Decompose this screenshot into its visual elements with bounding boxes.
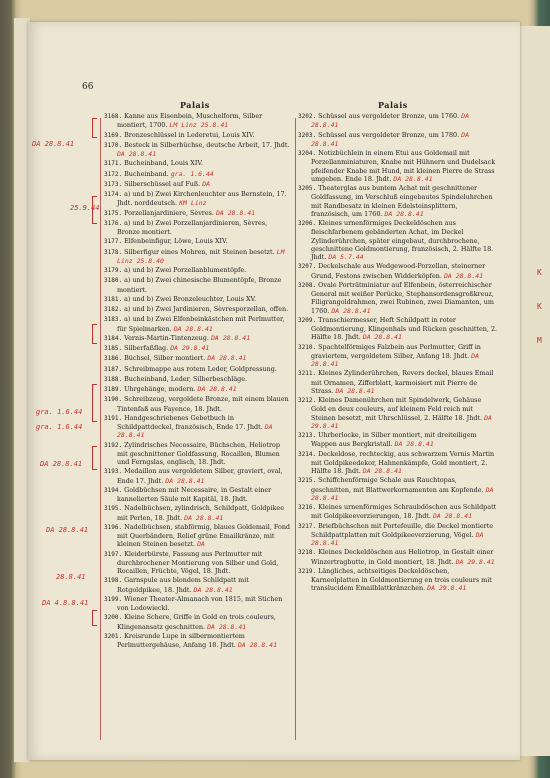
entry-number: 3219.	[298, 567, 317, 575]
catalog-entry	[104, 112, 292, 130]
catalog-entry	[104, 632, 292, 650]
entry-description: Elfenbeinfigur, Löwe, Louis XIV.	[124, 237, 228, 246]
handwritten-annotation: DA 28.8.41	[165, 476, 205, 485]
catalog-entry	[104, 180, 292, 189]
entry-number: 3170.	[104, 141, 123, 149]
catalog-entry	[104, 344, 292, 353]
entry-description: a) und b) Zwei Jardinieren, Sèvresporzellan, offen.	[124, 305, 289, 313]
entry-number: 3197.	[104, 550, 123, 558]
entry-description: Kleines Deckeldöschen aus Heliotrop, in Gestalt einer Winzertragbutte, in Gold montiert, 18. Jhdt.	[311, 548, 494, 566]
entry-description: a) und b) Zwei Bronzeleuchter, Louis XV.	[124, 294, 257, 303]
entry-number: 3178.	[104, 248, 123, 256]
catalog-entry	[104, 190, 292, 208]
entry-number: 3206.	[298, 220, 317, 227]
margin-note-7: 28.8.41	[56, 573, 86, 581]
handwritten-annotation: DA 29.8.41	[455, 557, 495, 566]
handwritten-annotation: DA 28.8.41	[432, 512, 473, 521]
catalog-entry	[104, 131, 292, 140]
entry-number: 3180.	[104, 277, 123, 285]
handwritten-annotation: DA 28.8.41	[362, 467, 402, 475]
margin-note-8: DA 4.8.8.41	[42, 599, 89, 607]
entry-description: Kleines Zylinderührchen, Revers deckel, blaues Email mit Ornamen, Zifferblatt, karmoisiert mit Pierre de Strass.	[311, 369, 494, 395]
entry-description: Silberschüssel auf Fuß.	[124, 179, 201, 188]
entry-number: 3169.	[104, 131, 123, 139]
entry-description: Zylindrisches Necessaire, Büchschen, Heliotrop mit geschnittener Goldfassung, Rocaillen, Blumen und Ferngslas, englisch, 18. Jhdt.	[117, 440, 280, 466]
entry-number: 3177.	[104, 238, 123, 246]
entry-number: 3198.	[104, 577, 123, 585]
entry-number: 3193.	[104, 468, 123, 476]
entry-number: 3194.	[104, 486, 123, 494]
catalog-entry	[104, 613, 292, 631]
handwritten-annotation: DA 28.8.41	[311, 351, 479, 368]
handwritten-annotation: DA 28.8.41	[117, 423, 273, 440]
handwritten-annotation: DA 28.8.41	[173, 324, 213, 333]
entry-description: Längliches, achtseitiges Deckeldöschen, Karneolplatten in Goldmontierung en trois couleurs mit translucidem Emailblattkränzchen.	[311, 566, 492, 593]
margin-note-2: 25.9.44	[70, 204, 100, 212]
catalog-entry	[104, 170, 292, 179]
entry-description: Deckeldose, rechteckig, aus schwarzem Vernis Martin mit Goldpikeedekor, Hahnenkämpfe, Gold montiert, 2. Hälfte 18. Jhdt.	[311, 449, 495, 475]
right-edge-mark: M	[537, 336, 542, 345]
handwritten-annotation: DA 28.8.41	[311, 130, 469, 148]
entry-number: 3214.	[298, 450, 317, 458]
entry-description: Goldbüchsen mit Necessaire, in Gestalt einer kannelierten Säule mit Kapitäl, 18. Jhdt.	[117, 485, 272, 503]
entry-number: 3209.	[298, 316, 317, 324]
entry-description: Kleines urnenförmiges Deckeldöschen aus fleischfarbenem gebänderten Achat, im Deckel Zylinderührchen, später eingebaut, durchbrochene, geschnittene Goldmontierung, französisch, 2. Hälfte 18. Jhdt.	[311, 219, 494, 261]
entry-number: 3207.	[298, 263, 317, 271]
entry-description: Nadelbüchsen, zylindrisch, Schildpatt, Goldpikee mit Perlen, 18. Jhdt.	[117, 504, 284, 522]
catalog-entry	[104, 305, 292, 314]
entry-description: a) und b) Zwei Kirchenleuchter aus Bernstein, 17. Jhdt. norddeutsch.	[117, 190, 287, 208]
catalog-entry	[104, 248, 292, 266]
right-edge-mark: K	[537, 302, 542, 311]
catalog-entry	[104, 354, 292, 363]
entry-description: Nadelbüchsen, stabförmig, blaues Goldemail, Fond mit Querbändern, Relief grüne Emailkränze, mit kleinen Steinen besetzt.	[117, 522, 291, 549]
entry-number: 3183.	[104, 316, 123, 324]
catalog-entry	[298, 522, 498, 548]
entry-description: Briefbüchschen mit Portefeuille, die Deckel montierte Schildpattplatten mit Goldpikeeverzierung, Vögel.	[311, 521, 494, 539]
entry-number: 3196.	[104, 523, 123, 531]
catalog-entry	[298, 548, 498, 566]
entry-description: a) und b) Zwei Porzellanjardinieren, Sèvres, Bronze montiert.	[117, 218, 268, 236]
handwritten-annotation: DA 28.8.41	[193, 585, 233, 594]
entry-description: Kleiderbürste, Fassung aus Perlmutter mit durchbrochener Montierung von Silber und Gold, Rocaillen, Früchte, Vögel, 18. Jhdt.	[117, 549, 279, 575]
handwritten-annotation: DA	[202, 179, 211, 188]
margin-note-6: DA 28.8.41	[46, 526, 89, 534]
page-number: 66	[82, 82, 94, 92]
catalog-entry	[104, 441, 292, 467]
catalog-entry	[104, 523, 292, 549]
catalog-entry	[104, 141, 292, 159]
entry-description: Kleines urnenförmiges Schraubdöschen aus Schildpatt mit Goldpikeeverzierungen, 18. Jhdt.	[311, 503, 497, 521]
entry-description: Medaillon aus vergoldetem Silber, graviert, oval, Ende 17. Jhdt.	[117, 467, 283, 485]
catalog-entry	[104, 315, 292, 333]
entry-description: Bucheinband, Louis XIV.	[124, 159, 203, 168]
entry-number: 3168.	[104, 113, 123, 120]
catalog-entry	[298, 567, 498, 593]
entry-description: Notizbüchlein in einem Etui aus Goldemail mit Porzellanminiaturen, Knabe mit Hühnern und Dudelsack pfeifender Knabe mit Hund, mit kleinen Pierre de Strass umgeben. Ende 18. Jhdt.	[311, 149, 496, 183]
entry-description: Vernis-Martin-Tintenzeug.	[124, 333, 209, 342]
entry-number: 3192.	[104, 441, 123, 449]
catalog-entry	[104, 159, 292, 168]
handwritten-annotation: DA 28.8.41	[311, 485, 494, 502]
catalog-entry	[298, 184, 498, 218]
catalog-entry	[298, 431, 498, 449]
entry-number: 3203.	[298, 131, 317, 139]
entry-description: Kleine Schere, Griffe in Gold en trois couleurs, Klingenansatz geschnitten.	[117, 613, 276, 631]
entry-number: 3204.	[298, 150, 317, 157]
right-edge-mark: K	[537, 268, 542, 277]
entry-number: 3190.	[104, 396, 123, 404]
handwritten-annotation: DA 28.8.41	[207, 354, 247, 363]
bracket-mark	[92, 446, 97, 470]
entry-number: 3182.	[104, 306, 123, 313]
handwritten-annotation: DA 28.8.41	[184, 513, 224, 522]
entry-description: Uhrgehänge, modern.	[124, 385, 196, 393]
entry-number: 3172.	[104, 170, 123, 178]
entry-description: a) und b) Zwei Porzellanblumentöpfe.	[124, 266, 247, 274]
entry-number: 3199.	[104, 595, 123, 603]
catalog-entry	[104, 334, 292, 343]
entry-number: 3201.	[104, 632, 123, 640]
handwritten-annotation: DA 28.8.41	[335, 386, 375, 395]
entry-number: 3188.	[104, 375, 123, 383]
handwritten-annotation: DA 28.8.41	[444, 271, 484, 280]
margin-note-5: DA 28.8.41	[40, 460, 83, 468]
catalog-entry	[104, 486, 292, 504]
entry-number: 3210.	[298, 343, 317, 351]
entry-number: 3216.	[298, 504, 317, 511]
catalog-entry	[104, 395, 292, 413]
entry-description: Bucheinband.	[124, 169, 169, 178]
entry-description: a) und b) Zwei Elfenbeinkästchen mit Perlmutter, für Spielmarken.	[117, 315, 285, 333]
catalog-entry	[104, 276, 292, 294]
handwritten-annotation: KM Linz	[179, 199, 207, 208]
bracket-mark	[92, 118, 97, 138]
entry-description: Besteck in Silberbüchse, deutsche Arbeit, 17. Jhdt.	[124, 140, 290, 149]
handwritten-annotation: DA 29.8.41	[311, 413, 492, 430]
entry-description: Kanne aus Eisenbein, Muschelform, Silber montiert, 1700.	[117, 112, 263, 130]
catalog-entry	[104, 467, 292, 485]
catalog-entry	[298, 131, 498, 149]
handwritten-annotation: DA	[197, 540, 205, 549]
catalog-entry	[104, 219, 292, 237]
catalog-entry	[298, 450, 498, 476]
catalog-entry	[298, 343, 498, 369]
handwritten-annotation: DA 29.8.41	[427, 584, 467, 593]
catalog-entry	[104, 414, 292, 440]
catalog-entry	[104, 576, 292, 594]
entry-number: 3185.	[104, 345, 123, 352]
entry-description: Theaterglas aus buntem Achat mit geschnittener Goldfassung, im Verschluß eingebautes Spindeluhrchen mit Randbesatz in kleinen Edelsteinsplittern, französisch, um 1760.	[311, 184, 493, 218]
entry-number: 3208.	[298, 281, 317, 289]
handwritten-annotation: DA 28.8.41	[216, 208, 256, 217]
entry-description: a) und b) Zwei chinesische Blumentöpfe, Bronze montiert.	[117, 276, 282, 294]
entry-number: 3205.	[298, 185, 317, 192]
catalog-entry	[298, 476, 498, 502]
catalog-entry	[104, 209, 292, 218]
entry-number: 3184.	[104, 334, 123, 342]
entry-number: 3186.	[104, 355, 123, 363]
left-margin-line	[100, 118, 101, 740]
catalog-entry	[298, 369, 498, 395]
entry-description: Silberfaßflag.	[124, 344, 169, 352]
catalog-entry	[104, 550, 292, 576]
bracket-mark	[92, 324, 97, 344]
handwritten-annotation: DA 28.8.41	[362, 333, 402, 342]
handwritten-annotation: DA 28.8.41	[311, 530, 484, 547]
entry-number: 3189.	[104, 386, 123, 393]
entry-description: Handgeschriebenes Gebetbuch in Schildpattdeckel, französisch, Ende 17. Jhdt.	[117, 413, 263, 431]
bracket-mark	[92, 196, 97, 224]
entry-description: Garnspule aus blondem Schildpatt mit Rotgoldpikee, 18. Jhdt.	[117, 576, 249, 594]
entry-number: 3191.	[104, 414, 123, 422]
entry-description: Bronzeschlüssel in Lederetui, Louis XIV.	[124, 130, 255, 139]
handwritten-annotation: DA 28.8.41	[197, 385, 237, 393]
entry-number: 3187.	[104, 365, 123, 373]
catalog-entry	[104, 504, 292, 522]
entry-number: 3211.	[298, 370, 317, 378]
entry-number: 3217.	[298, 522, 317, 530]
entry-number: 3213.	[298, 432, 317, 439]
left-column-entries	[104, 112, 292, 650]
entry-number: 3215.	[298, 477, 317, 485]
right-column-heading: Palais	[378, 100, 408, 110]
entry-description: Uhrberlocke, in Silber montiert, mit dreiteiligem Wappen aus Bergkristall.	[311, 431, 477, 449]
entry-description: Büchsel, Silber montiert.	[124, 354, 206, 363]
entry-number: 3181.	[104, 295, 123, 303]
catalog-entry	[298, 503, 498, 521]
handwritten-annotation: gra. 1.6.44	[170, 169, 214, 178]
handwritten-annotation: DA 28.8.41	[210, 333, 251, 342]
entry-description: Schiffchenförmige Schale aus Rauchtopas, geschnitten, mit Blattwerkornamenten am Kopfende.	[311, 476, 484, 494]
entry-description: Silberfigur eines Mohren, mit Steinen besetzt.	[124, 247, 275, 256]
catalog-entry	[104, 375, 292, 384]
entry-description: Spachtelförmiges Falzbein aus Perlmutter, Griff in graviertem, vergoldetem Silber, Anfang 18. Jhdt.	[311, 342, 481, 360]
bracket-mark	[92, 610, 97, 626]
handwritten-annotation: DA 28.8.41	[394, 440, 434, 449]
right-column-entries	[298, 112, 498, 594]
entry-number: 3200.	[104, 614, 123, 622]
entry-description: Porzellanjardiniere, Sèvres.	[124, 208, 214, 217]
entry-number: 3202.	[298, 113, 317, 120]
entry-number: 3179.	[104, 267, 123, 274]
handwritten-annotation: DA 28.8.41	[117, 150, 157, 158]
entry-number: 3218.	[298, 549, 317, 557]
entry-description: Schreibmappe aus rotem Leder, Goldpressung.	[124, 364, 277, 373]
handwritten-annotation: DA 28.8.41	[237, 641, 277, 649]
left-column-heading: Palais	[180, 100, 210, 110]
catalog-entry	[298, 316, 498, 342]
entry-description: Bucheinband, Leder, Silberbeschläge.	[124, 374, 248, 383]
margin-note-1: DA 28.8.41	[32, 140, 75, 148]
entry-description: Transchiermesser, Heft Schildpatt in roter Goldmontierung, Klingenhals und Rücken geschnitten, 2. Hälfte 18. Jhdt.	[311, 315, 498, 342]
catalog-entry	[104, 365, 292, 374]
handwritten-annotation: DA 28.8.41	[393, 174, 433, 183]
entry-description: Kleines Damenührchen mit Spindelwerk, Gehäuse Gold en deux couleurs, auf kleinem Feld reich mit Steinen besetzt, mit Uhrschlüssel, 2. Hälfte 18. Jhdt.	[311, 396, 483, 422]
entry-number: 3195.	[104, 505, 123, 513]
entry-number: 3176.	[104, 219, 123, 227]
entry-description: Ovale Porträtminiatur auf Elfenbein, österreichischer General mit weißer Perücke, Stephansordensgroßkreuz, Filigrangoldrahmen, zwei Rubinen, zwei Diamanten, um 1760.	[311, 280, 494, 315]
handwritten-annotation: DA 28.8.41	[207, 622, 247, 631]
catalog-entry	[298, 149, 498, 183]
catalog-entry	[104, 266, 292, 275]
center-margin-line	[295, 118, 296, 740]
entry-number: 3175.	[104, 209, 123, 217]
handwritten-annotation: LM Linz 25.8.40	[117, 247, 285, 265]
entry-description: Schüssel aus vergoldeter Bronze, um 1780.	[318, 130, 460, 139]
handwritten-annotation: DA 5.7.44	[328, 253, 364, 261]
handwritten-annotation: DA 28.8.41	[384, 209, 424, 218]
entry-description: Kreisrunde Lupe in silbermontiertem Perlmuttergehäuse, Anfang 18. Jhdt.	[117, 631, 245, 649]
catalog-entry	[298, 112, 498, 130]
handwritten-annotation: DA 29.8.41	[170, 344, 210, 352]
entry-description: Wiener Theater-Almanach von 1815, mit Stichen von Lodowieckl.	[117, 594, 283, 612]
catalog-entry	[104, 237, 292, 246]
entry-number: 3174.	[104, 191, 123, 198]
catalog-entry	[104, 295, 292, 304]
catalog-entry	[298, 281, 498, 315]
entry-description: Schüssel aus vergoldeter Bronze, um 1760.	[318, 112, 460, 120]
bracket-mark	[92, 384, 97, 422]
catalog-entry	[104, 595, 292, 613]
entry-number: 3212.	[298, 397, 317, 404]
margin-note-3: gra. 1.6.44	[36, 408, 83, 416]
catalog-entry	[104, 385, 292, 394]
catalog-entry	[298, 262, 498, 280]
entry-description: Schreibzeug, vergoldete Bronze, mit einem blauen Tintenfaß aus Fayence, 18. Jhdt.	[117, 395, 289, 413]
handwritten-annotation: DA 28.8.41	[331, 306, 371, 315]
handwritten-annotation: DA 28.8.41	[311, 112, 469, 130]
next-page-edge	[520, 26, 550, 756]
entry-number: 3171.	[104, 160, 123, 168]
entry-number: 3173.	[104, 180, 123, 188]
catalog-entry	[298, 219, 498, 261]
handwritten-annotation: LM Linz 25.8.41	[169, 121, 229, 130]
margin-note-4: gra. 1.6.44	[36, 423, 83, 431]
entry-description: Deckelschale aus Wedgewood-Porzellan, steinerner Grund, Festons zwischen Widderköpfen.	[311, 262, 486, 280]
catalog-entry	[298, 396, 498, 430]
